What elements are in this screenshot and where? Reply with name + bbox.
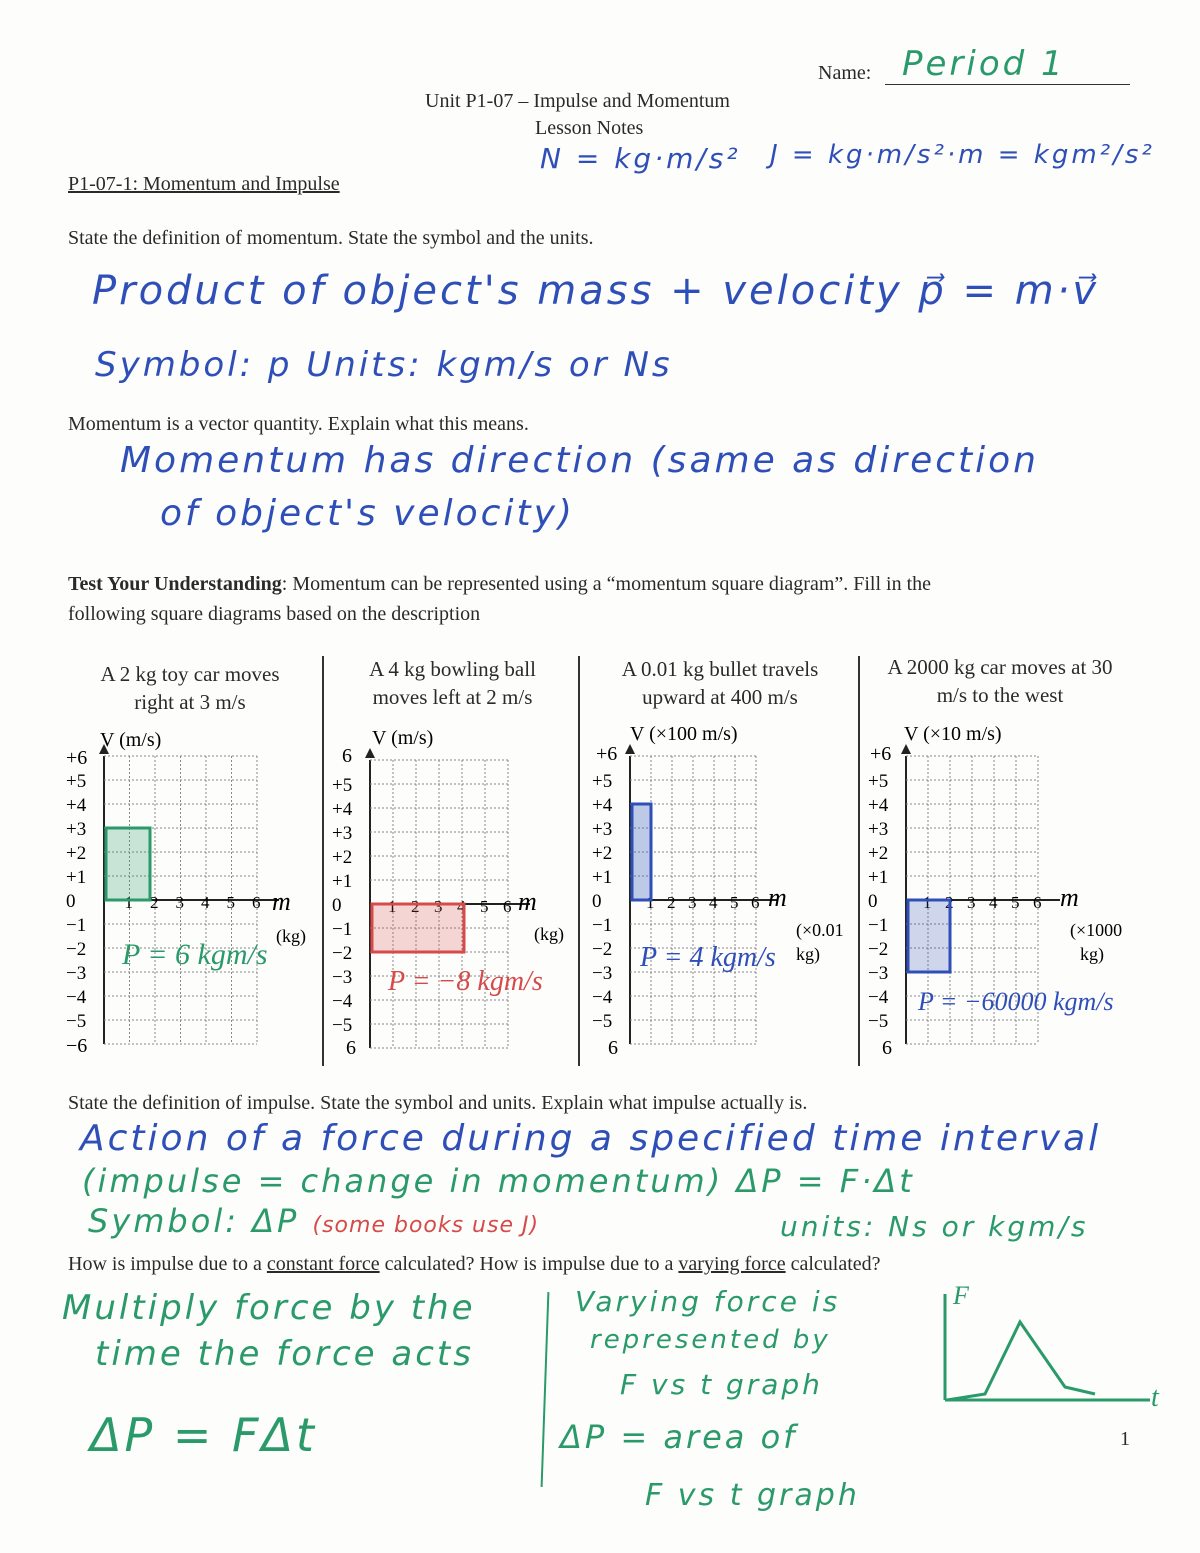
answer-momentum-symbol-units: Symbol: p Units: kgm/s or Ns <box>95 345 673 385</box>
panel-2-title-line1: A 4 kg bowling ball <box>369 657 536 681</box>
x-tick-label: 2 <box>945 893 954 912</box>
y-min-label: 6 <box>882 1037 892 1058</box>
x-tick-label: 1 <box>388 897 397 916</box>
y-tick-label: +5 <box>66 771 87 792</box>
y-tick-label: −4 <box>66 987 87 1008</box>
question-momentum-definition: State the definition of momentum. State the symbol and the units. <box>68 227 594 249</box>
answer-varying-line3: F vs t graph <box>620 1368 823 1401</box>
panel-2-title-line2: moves left at 2 m/s <box>372 685 533 709</box>
answer-2: P = −8 kgm/s <box>388 966 543 997</box>
x-tick-label: 4 <box>457 897 466 916</box>
name-line <box>885 84 1130 85</box>
page-number: 1 <box>1120 1428 1130 1450</box>
section-heading: P1-07-1: Momentum and Impulse <box>68 173 340 195</box>
q4-constant-force: constant force <box>266 1253 380 1275</box>
answer-impulse-units: units: Ns or kgm/s <box>780 1210 1089 1243</box>
q4-pre: How is impulse due to a <box>68 1253 267 1275</box>
m-axis-label: m <box>768 883 787 912</box>
y-tick-label: +1 <box>332 871 353 892</box>
m-axis-label: m <box>272 887 291 916</box>
panel-1-title <box>70 660 310 716</box>
impulse-symbol: Symbol: ΔP <box>88 1202 300 1240</box>
x-tick-label: 3 <box>175 893 184 912</box>
m-axis-unit-2: kg) <box>1080 944 1104 964</box>
panel-4-title-line1: A 2000 kg car moves at 30 <box>887 655 1113 679</box>
question-impulse-calc <box>68 1253 881 1276</box>
answer-constant-line2: time the force acts <box>95 1334 474 1374</box>
answer-constant-line1: Multiply force by the <box>62 1288 476 1328</box>
panel-4-title-line2: m/s to the west <box>936 683 1064 707</box>
x-tick-label: 1 <box>923 893 932 912</box>
y-max-label: 6 <box>342 745 352 767</box>
x-tick-label: 2 <box>150 893 159 912</box>
m-axis-label: m <box>518 887 537 916</box>
m-axis-unit-1: (×0.01 <box>796 920 844 940</box>
answer-3: P = 4 kgm/s <box>640 942 776 973</box>
y-tick-label: −3 <box>332 967 353 988</box>
v-axis-label: V (m/s) <box>100 729 162 751</box>
answer-impulse-line2: (impulse = change in momentum) ΔP = F·Δt <box>82 1162 915 1200</box>
y-tick-label: −2 <box>592 939 613 960</box>
impulse-symbol-note: (some books use J) <box>312 1213 540 1238</box>
y-tick-label: +3 <box>66 819 87 840</box>
test-intro-line2: following square diagrams based on the description <box>68 603 481 625</box>
answer-impulse-symbol <box>88 1202 539 1240</box>
y-tick-label: +3 <box>868 819 889 840</box>
y-tick-label: −3 <box>66 963 87 984</box>
panel-3-title-line2: upward at 400 m/s <box>642 685 798 709</box>
x-tick-label: 6 <box>252 893 261 912</box>
y-max-label: +6 <box>66 747 88 769</box>
answer-varying-line5: F vs t graph <box>645 1478 860 1513</box>
x-tick-label: 4 <box>201 893 210 912</box>
unit-title: Unit P1-07 – Impulse and Momentum <box>425 90 730 112</box>
newton-unit-note: N = kg·m/s² <box>540 142 741 175</box>
momentum-diagram-3 <box>590 724 852 1058</box>
x-tick-label: 6 <box>751 893 760 912</box>
v-axis-label: V (×10 m/s) <box>904 724 1002 745</box>
x-tick-label: 3 <box>434 897 443 916</box>
m-axis-unit: (kg) <box>534 924 564 944</box>
question-impulse-definition: State the definition of impulse. State the symbol and units. Explain what impulse actually is. <box>68 1092 808 1114</box>
q4-varying-force: varying force <box>678 1253 786 1275</box>
y-tick-label: +4 <box>592 795 613 816</box>
m-axis-unit-2: kg) <box>796 944 820 964</box>
y-tick-label: +4 <box>66 795 87 816</box>
momentum-diagram-4 <box>864 724 1164 1058</box>
y-min-label: 6 <box>346 1037 356 1058</box>
answer-vector-line2: of object's velocity) <box>160 493 575 534</box>
m-axis-unit-1: (×1000 <box>1070 920 1123 940</box>
x-tick-label: 6 <box>1033 893 1042 912</box>
panel-divider-2 <box>578 656 580 1066</box>
x-tick-label: 5 <box>480 897 489 916</box>
panel-3-title <box>585 655 855 711</box>
answer-1: P = 6 kgm/s <box>122 938 268 971</box>
y-tick-label: +5 <box>868 771 889 792</box>
y-tick-label: +4 <box>332 799 353 820</box>
y-min-label: 6 <box>608 1037 618 1058</box>
test-intro <box>68 573 931 596</box>
y-tick-label: +2 <box>332 847 353 868</box>
y-max-label: +6 <box>596 743 618 765</box>
x-tick-label: 5 <box>730 893 739 912</box>
graph-t-label: t <box>1151 1382 1159 1413</box>
v-axis-label: V (×100 m/s) <box>630 724 738 745</box>
y-tick-label: 0 <box>332 895 342 916</box>
force-time-graph <box>925 1282 1175 1422</box>
x-tick-label: 5 <box>1011 893 1020 912</box>
y-tick-label: 0 <box>66 891 76 912</box>
x-tick-label: 1 <box>124 893 133 912</box>
panel-2-title <box>330 655 575 711</box>
y-tick-label: −3 <box>868 963 889 984</box>
y-tick-label: +2 <box>868 843 889 864</box>
x-tick-label: 2 <box>411 897 420 916</box>
name-label: Name: <box>818 62 872 84</box>
grid-3 <box>592 744 778 1044</box>
graph-f-label: F <box>953 1282 969 1310</box>
y-tick-label: +1 <box>868 867 889 888</box>
y-tick-label: +1 <box>66 867 87 888</box>
joule-unit-note: J = kg·m/s²·m = kgm²/s² <box>770 140 1155 170</box>
y-tick-label: −2 <box>868 939 889 960</box>
x-tick-label: 3 <box>688 893 697 912</box>
test-intro-text: : Momentum can be represented using a “momentum square diagram”. Fill in the <box>281 573 932 595</box>
momentum-diagram-2 <box>328 728 576 1058</box>
answer-varying-line2: represented by <box>590 1325 831 1355</box>
y-tick-label: +2 <box>66 843 87 864</box>
y-tick-label: +4 <box>868 795 889 816</box>
y-tick-label: 0 <box>592 891 602 912</box>
answer-4: P = −60000 kgm/s <box>918 987 1114 1016</box>
momentum-square-1 <box>106 828 150 900</box>
grid-1 <box>66 744 279 1044</box>
y-tick-label: +3 <box>592 819 613 840</box>
y-tick-label: −4 <box>332 991 353 1012</box>
panel-3-title-line1: A 0.01 kg bullet travels <box>621 657 819 681</box>
x-tick-label: 5 <box>226 893 235 912</box>
momentum-square-2 <box>372 904 464 952</box>
y-tick-label: −1 <box>332 919 353 940</box>
y-tick-label: −5 <box>868 1011 889 1032</box>
m-axis-label: m <box>1060 883 1079 912</box>
test-intro-bold: Test Your Understanding <box>68 573 282 595</box>
y-max-label: +6 <box>870 743 892 765</box>
x-tick-label: 3 <box>967 893 976 912</box>
x-tick-label: 4 <box>709 893 718 912</box>
y-tick-label: −4 <box>592 987 613 1008</box>
y-tick-label: −3 <box>592 963 613 984</box>
x-tick-label: 6 <box>503 897 512 916</box>
q4-mid: calculated? How is impulse due to a <box>379 1253 679 1275</box>
v-axis-arrow <box>625 744 635 754</box>
question-vector: Momentum is a vector quantity. Explain what this means. <box>68 413 529 435</box>
answer-impulse-line1: Action of a force during a specified time interval <box>80 1118 1102 1159</box>
y-tick-label: −5 <box>66 1011 87 1032</box>
y-tick-label: +1 <box>592 867 613 888</box>
y-tick-label: +5 <box>592 771 613 792</box>
x-tick-label: 2 <box>667 893 676 912</box>
panel-1-title-line2: right at 3 m/s <box>134 690 246 714</box>
graph-force-curve <box>947 1322 1095 1400</box>
x-tick-label: 1 <box>646 893 655 912</box>
name-value: Period 1 <box>902 44 1066 84</box>
answer-varying-line4: ΔP = area of <box>560 1418 798 1456</box>
panel-divider-3 <box>858 656 860 1066</box>
momentum-diagram-1 <box>62 728 320 1058</box>
y-tick-label: −5 <box>332 1015 353 1036</box>
v-axis-arrow <box>901 744 911 754</box>
momentum-square-4 <box>908 900 950 972</box>
y-tick-label: −2 <box>66 939 87 960</box>
y-tick-label: +5 <box>332 775 353 796</box>
panel-1-title-line1: A 2 kg toy car moves <box>100 662 280 686</box>
momentum-square-3 <box>632 804 651 900</box>
answer-momentum-definition: Product of object's mass + velocity p⃗ = m·v⃗ <box>92 268 1100 314</box>
panel-divider-1 <box>322 656 324 1066</box>
y-min-label: −6 <box>66 1035 88 1057</box>
y-tick-label: 0 <box>868 891 878 912</box>
answer-varying-line1: Varying force is <box>575 1285 841 1318</box>
v-axis-label: V (m/s) <box>372 728 434 749</box>
panel-4-title <box>862 653 1138 709</box>
y-tick-label: +3 <box>332 823 353 844</box>
answer-divider <box>541 1292 550 1487</box>
y-tick-label: −5 <box>592 1011 613 1032</box>
answer-vector-line1: Momentum has direction (same as direction <box>120 440 1039 481</box>
y-tick-label: −2 <box>332 943 353 964</box>
q4-post: calculated? <box>785 1253 881 1275</box>
answer-constant-formula: ΔP = FΔt <box>90 1408 317 1462</box>
y-tick-label: +2 <box>592 843 613 864</box>
lesson-subtitle: Lesson Notes <box>535 117 644 139</box>
y-tick-label: −1 <box>868 915 889 936</box>
y-tick-label: −1 <box>592 915 613 936</box>
y-tick-label: −1 <box>66 915 87 936</box>
grid-2 <box>332 748 530 1048</box>
v-axis-arrow <box>365 748 375 758</box>
m-axis-unit: (kg) <box>276 926 306 946</box>
x-tick-label: 4 <box>989 893 998 912</box>
y-tick-label: −4 <box>868 987 889 1008</box>
